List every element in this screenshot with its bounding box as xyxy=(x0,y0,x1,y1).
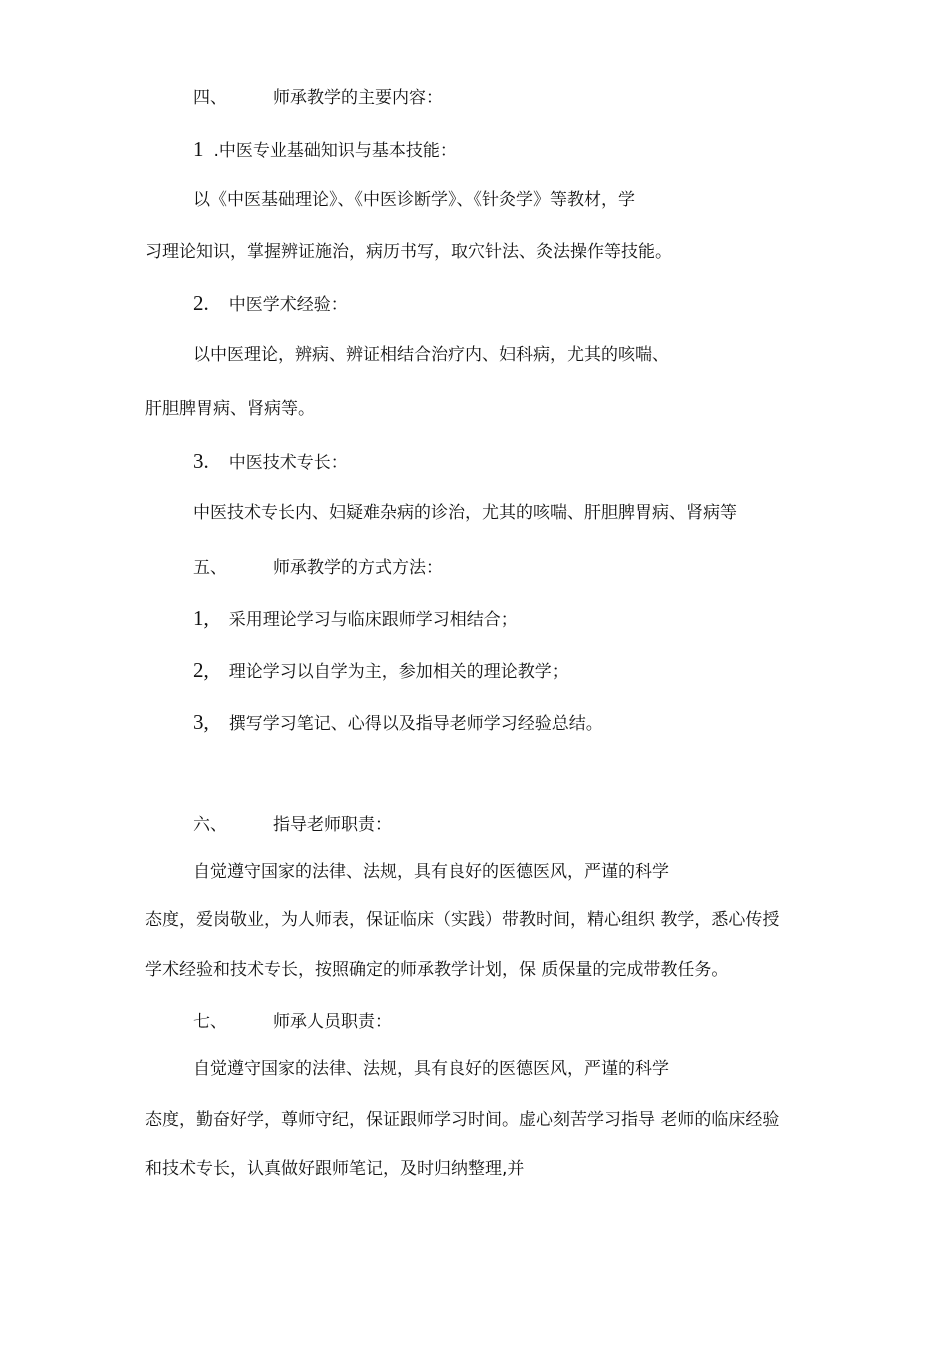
section-4-number: 四、 xyxy=(193,88,227,108)
item-4-3-title: 中医技术专长： xyxy=(228,453,348,473)
item-4-2-body-line-2: 肝胆脾胃病、肾病等。 xyxy=(145,399,315,419)
section-7-heading xyxy=(193,1010,392,1034)
item-5-2-text: 理论学习以自学为主，参加相关的理论教学； xyxy=(228,662,569,682)
item-4-3-number: 3. xyxy=(193,449,209,473)
section-7-title: 师承人员职责： xyxy=(273,1012,392,1032)
section-4-title: 师承教学的主要内容： xyxy=(273,88,443,108)
section-6-heading xyxy=(193,813,392,837)
item-5-2-number: 2, xyxy=(193,658,209,682)
section-7-number: 七、 xyxy=(193,1012,227,1032)
section-6-number: 六、 xyxy=(193,815,227,835)
section-5-heading xyxy=(193,556,443,580)
item-5-1-text: 采用理论学习与临床跟师学习相结合； xyxy=(228,610,518,630)
item-4-2-title: 中医学术经验： xyxy=(228,295,348,315)
item-4-1-number: 1 xyxy=(193,137,204,161)
section-6-body-line-3: 学术经验和技术专长，按照确定的师承教学计划，保 质保量的完成带教任务。 xyxy=(145,960,729,980)
item-4-3-body-line-1: 中医技术专长内、妇疑难杂病的诊治，尤其的咳喘、肝胆脾胃病、肾病等 xyxy=(193,503,737,523)
item-5-1 xyxy=(193,606,518,632)
item-4-2-body-line-1: 以中医理论，辨病、辨证相结合治疗内、妇科病，尤其的咳喘、 xyxy=(193,345,669,365)
section-7-body-line-2: 态度，勤奋好学，尊师守纪，保证跟师学习时间。虚心刻苦学习指导 老师的临床经验 xyxy=(145,1110,780,1130)
item-5-1-number: 1, xyxy=(193,606,209,630)
item-5-2 xyxy=(193,658,569,684)
item-5-3-text: 撰写学习笔记、心得以及指导老师学习经验总结。 xyxy=(228,714,603,734)
item-4-2-number: 2. xyxy=(193,291,209,315)
section-7-body-line-1: 自觉遵守国家的法律、法规，具有良好的医德医风，严谨的科学 xyxy=(193,1059,669,1079)
item-4-1-body-line-1: 以《中医基础理论》、《中医诊断学》、《针灸学》等教材，学 xyxy=(193,190,635,210)
section-6-title: 指导老师职责： xyxy=(273,815,392,835)
section-6-body-line-2: 态度，爱岗敬业，为人师表，保证临床（实践）带教时间，精心组织 教学，悉心传授 xyxy=(145,910,780,930)
item-4-3-heading xyxy=(193,449,348,475)
item-4-2-heading xyxy=(193,291,348,317)
section-6-body-line-1: 自觉遵守国家的法律、法规，具有良好的医德医风，严谨的科学 xyxy=(193,862,669,882)
item-5-3-number: 3, xyxy=(193,710,209,734)
item-4-1-title: .中医专业基础知识与基本技能： xyxy=(213,141,457,161)
section-4-heading xyxy=(193,86,443,110)
item-4-1-heading xyxy=(193,137,457,163)
section-7-body-line-3: 和技术专长，认真做好跟师笔记，及时归纳整理,并 xyxy=(145,1159,525,1179)
item-4-1-body-line-2: 习理论知识，掌握辨证施治，病历书写，取穴针法、灸法操作等技能。 xyxy=(145,242,672,262)
section-5-title: 师承教学的方式方法： xyxy=(273,558,443,578)
section-5-number: 五、 xyxy=(193,558,227,578)
item-5-3 xyxy=(193,710,603,736)
